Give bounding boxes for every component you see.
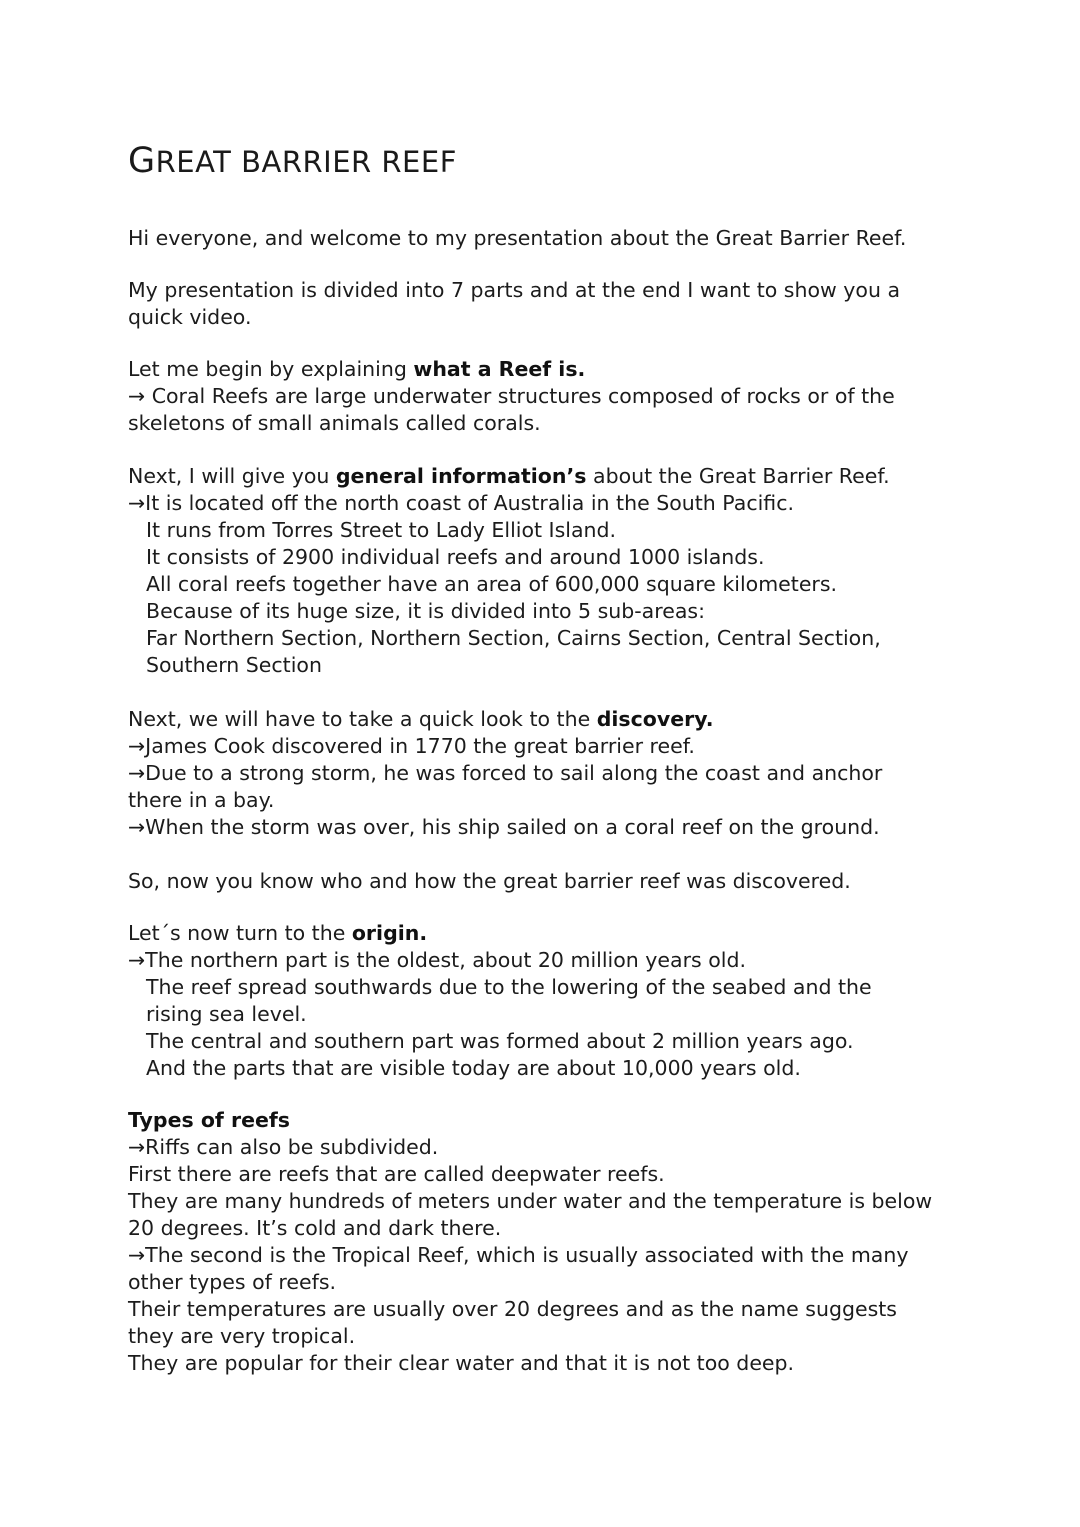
general-lead-bold: general information’s [335,464,587,488]
types-heading [128,1107,988,1134]
intro-structure [128,277,988,331]
structure-line-1: My presentation is divided into 7 parts and at the end I want to show you a [128,278,901,302]
welcome-line: Hi everyone, and welcome to my presentation about the Great Barrier Reef. [128,226,907,250]
discovery-lead [128,706,988,733]
reef-line-2: skeletons of small animals called corals. [128,411,541,435]
page-title [128,140,457,183]
reef-lead [128,356,988,383]
general-lead [128,463,988,490]
discovery-line: →When the storm was over, his ship sailed on a coral reef on the ground. [128,815,880,839]
intro-welcome [128,225,988,252]
types-line: →The second is the Tropical Reef, which is usually associated with the many [128,1243,909,1267]
types-line: other types of reefs. [128,1270,337,1294]
document-body [128,225,988,1377]
discovery-line: →James Cook discovered in 1770 the great barrier reef. [128,734,695,758]
general-line: All coral reefs together have an area of 600,000 square kilometers. [146,572,838,596]
general-line: It consists of 2900 individual reefs and around 1000 islands. [146,545,765,569]
title-initial: G [128,141,156,181]
general-section [128,463,988,679]
types-line: 20 degrees. It’s cold and dark there. [128,1216,502,1240]
general-line: Far Northern Section, Northern Section, Cairns Section, Central Section, [146,626,881,650]
types-line: Their temperatures are usually over 20 degrees and as the name suggests [128,1297,897,1321]
reef-line-1: → Coral Reefs are large underwater structures composed of rocks or of the [128,384,895,408]
general-line: Southern Section [146,653,322,677]
types-line: →Riffs can also be subdivided. [128,1135,439,1159]
origin-section [128,920,988,1082]
title-rest: REAT BARRIER REEF [155,145,457,179]
general-line: It runs from Torres Street to Lady Elliot Island. [146,518,617,542]
reef-lead-bold: what a Reef is. [413,357,586,381]
summary-section [128,868,988,895]
origin-line: →The northern part is the oldest, about 20 million years old. [128,948,746,972]
reef-lead-text: Let me begin by explaining [128,357,414,381]
general-line: →It is located off the north coast of Australia in the South Pacific. [128,491,794,515]
origin-lead-bold: origin. [351,921,428,945]
types-line: They are many hundreds of meters under water and the temperature is below [128,1189,933,1213]
types-line: they are very tropical. [128,1324,356,1348]
discovery-section [128,706,988,841]
origin-lead-text: Let´s now turn to the [128,921,352,945]
origin-line: The central and southern part was formed about 2 million years ago. [146,1029,854,1053]
origin-line: And the parts that are visible today are about 10,000 years old. [146,1056,801,1080]
types-section [128,1107,988,1377]
discovery-line: there in a bay. [128,788,275,812]
general-lead-end: about the Great Barrier Reef. [586,464,890,488]
reef-section [128,356,988,437]
origin-line: rising sea level. [146,1002,307,1026]
discovery-lead-text: Next, we will have to take a quick look to the [128,707,597,731]
general-lead-text: Next, I will give you [128,464,336,488]
structure-line-2: quick video. [128,305,252,329]
types-line: First there are reefs that are called deepwater reefs. [128,1162,665,1186]
general-line: Because of its huge size, it is divided into 5 sub-areas: [146,599,705,623]
summary-line: So, now you know who and how the great barrier reef was discovered. [128,869,851,893]
origin-lead [128,920,988,947]
discovery-line: →Due to a strong storm, he was forced to sail along the coast and anchor [128,761,883,785]
types-heading-bold: Types of reefs [128,1108,291,1132]
types-line: They are popular for their clear water and that it is not too deep. [128,1351,795,1375]
discovery-lead-bold: discovery. [596,707,714,731]
origin-line: The reef spread southwards due to the lowering of the seabed and the [146,975,872,999]
